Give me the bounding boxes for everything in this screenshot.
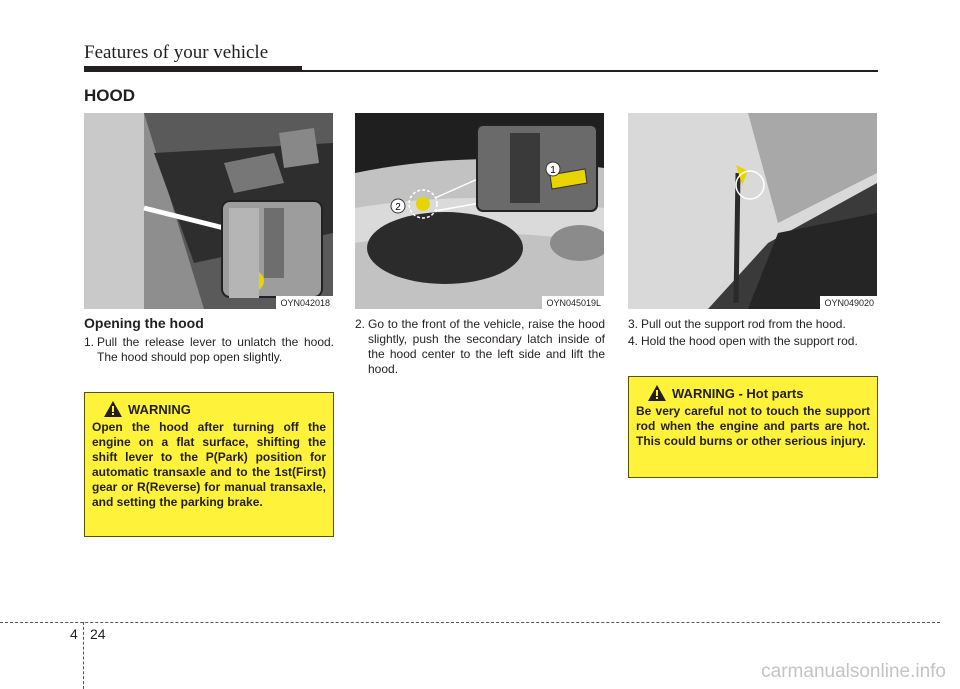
step-text: Go to the front of the vehicle, raise the hood slightly, push the secondary latch inside of the hood center to the left side and lift the hood. <box>368 317 605 376</box>
warning-heading <box>648 385 870 401</box>
step-text: Pull out the support rod from the hood. <box>641 317 846 331</box>
footer-divider <box>83 622 84 689</box>
figure-caption: OYN042018 <box>276 296 333 309</box>
warning-text: Open the hood after turning off the engine on a flat surface, shifting the shift lever to the P(Park) position for automatic transaxle and to the 1st(First) gear or R(Reverse) for manual transaxle, and setting the parking brake. <box>92 420 326 509</box>
footer-rule <box>0 622 940 623</box>
section-title: HOOD <box>84 86 135 105</box>
figure-caption: OYN045019L <box>542 296 604 309</box>
warning-box-hot-parts <box>628 376 878 478</box>
step-4 <box>628 334 878 349</box>
callout-1: 1 <box>550 165 556 176</box>
figure-support-rod <box>628 113 877 309</box>
warning-heading <box>104 401 326 417</box>
warning-triangle-icon <box>648 385 666 401</box>
warning-text: Be very careful not to touch the support rod when the engine and parts are hot. This could burns or other serious injury. <box>636 404 870 448</box>
warning-title: WARNING - <box>672 385 747 401</box>
chapter-number: 4 <box>70 626 78 642</box>
warning-triangle-icon <box>104 401 122 417</box>
step-text: Hold the hood open with the support rod. <box>641 334 858 348</box>
step-number: 4. <box>628 334 639 348</box>
step-number: 2. <box>355 317 366 331</box>
watermark: carmanualsonline.info <box>761 661 946 682</box>
header-rule <box>84 70 878 72</box>
subheading-opening-hood: Opening the hood <box>84 315 204 331</box>
step-number: 1. <box>84 335 95 349</box>
figure-caption: OYN049020 <box>820 296 877 309</box>
figure-release-lever <box>84 113 333 309</box>
warning-title-suffix: Hot parts <box>746 385 804 401</box>
callout-2: 2 <box>395 202 401 213</box>
running-header: Features of your vehicle <box>84 42 269 63</box>
warning-box-hood <box>84 392 334 537</box>
step-number: 3. <box>628 317 639 331</box>
figure-front-vehicle <box>355 113 604 309</box>
page-number: 24 <box>90 626 106 642</box>
step-text: Pull the release lever to unlatch the hood. The hood should pop open slightly. <box>97 335 334 364</box>
step-2 <box>355 317 605 377</box>
step-1 <box>84 335 334 365</box>
warning-title: WARNING <box>128 401 191 417</box>
step-3 <box>628 317 878 332</box>
